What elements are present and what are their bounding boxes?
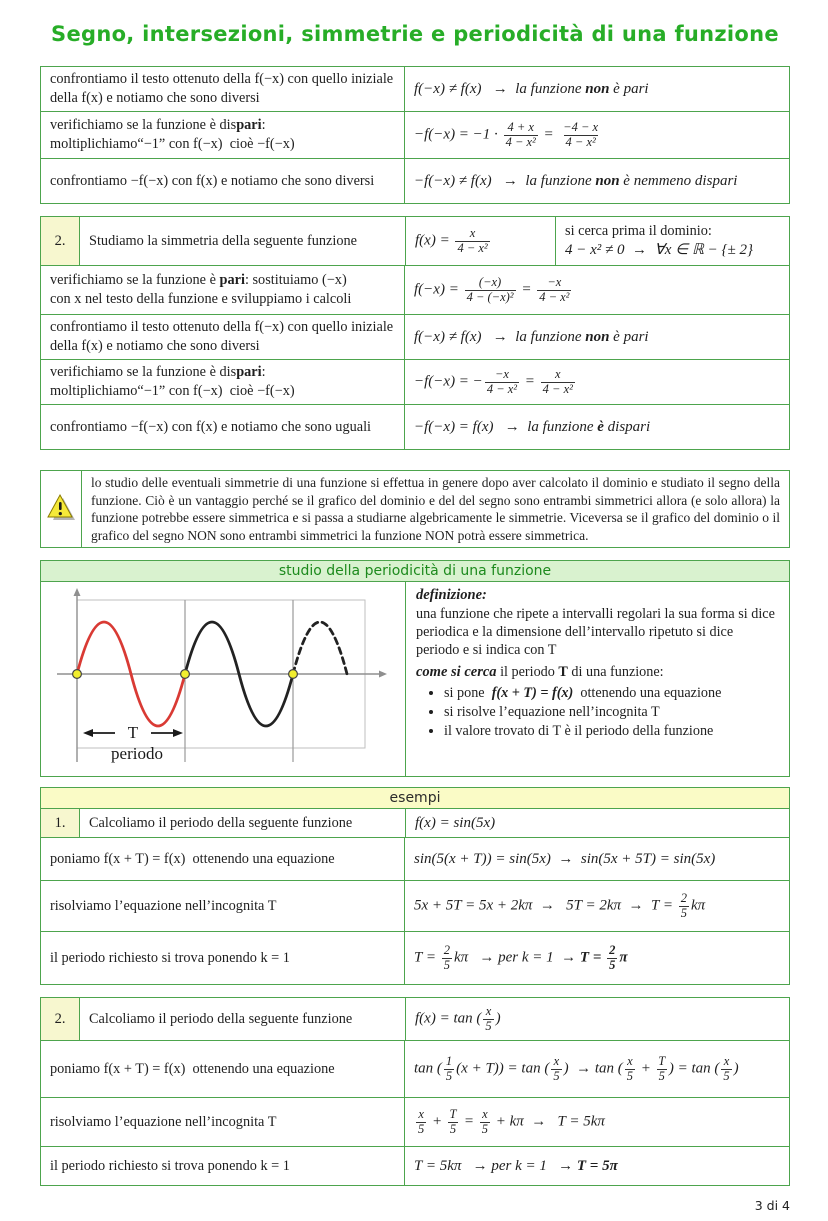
table-row xyxy=(41,217,789,265)
warning-icon xyxy=(46,493,76,526)
examples-table-2 xyxy=(40,997,790,1186)
row-label: verifichiamo se la funzione è dispari: moltiplichiamo“−1” con f(−x) cioè −f(−x) xyxy=(50,117,295,152)
page-title: Segno, intersezioni, simmetrie e periodicità di una funzione xyxy=(51,22,779,46)
examples-header: esempi xyxy=(41,788,789,808)
how-rest: il periodo T di una funzione: xyxy=(496,664,664,681)
row-formula: f(−x) = $\frac{(-x)}{\text{4 − (−x)²}}$ = $\frac{-x}{\text{4 − x²}}$ xyxy=(414,275,570,304)
row-formula: −f(−x) = f(x) → la funzione è dispari xyxy=(414,418,651,435)
how-to-find-period xyxy=(416,663,779,682)
periodicity-section xyxy=(40,560,790,777)
table-row xyxy=(41,1040,789,1097)
table-row xyxy=(41,265,789,314)
symmetry-table-continuation xyxy=(40,66,790,204)
examples-table-1 xyxy=(40,787,790,985)
list-item: • si risolve l’equazione nell’incognita T xyxy=(444,703,779,721)
periodicity-header: studio della periodicità di una funzione xyxy=(41,561,789,581)
list-item: • il valore trovato di T è il periodo della funzione xyxy=(444,722,779,740)
table-row xyxy=(41,67,789,111)
row-formula: T = 5kπ → per k = 1 → T = 5π xyxy=(414,1157,618,1174)
definition-text: una funzione che ripete a intervalli regolari la sua forma si dice periodica e la dimensione dell’intervallo ripetuto si dice periodo e si indica con T xyxy=(416,605,775,659)
task-label: Studiamo la simmetria della seguente funzione xyxy=(89,232,357,249)
periodic-function-graph xyxy=(49,586,397,772)
row-formula: T = $\frac{2}{5}$ kπ → per k = 1 → T = $\frac{2}{5}$ π xyxy=(414,943,628,972)
row-formula: −f(−x) ≠ f(x) → la funzione non è nemmeno dispari xyxy=(414,172,738,189)
row-label: poniamo f(x + T) = f(x) ottenendo una equazione xyxy=(50,850,335,867)
row-label: confrontiamo il testo ottenuto della f(−x) con quello iniziale della f(x) e notiamo che sono diversi xyxy=(50,71,397,106)
row-label: confrontiamo −f(−x) con f(x) e notiamo che sono uguali xyxy=(50,418,372,435)
table-row xyxy=(41,808,789,837)
warning-text: lo studio delle eventuali simmetrie di una funzione si effettua in genere dopo aver calcolato il dominio e studiato il segno della funzione. Ciò è un vantaggio perché se il grafico del dominio e del del segno sono entrambi simmetrici allora (e solo allora) la funzione potrebbe essere simmetrica e si passa a studiarne algebricamente le simmetrie. Viceversa se il grafico del dominio o il grafico del segno NON sono entrambi simmetrici la funzione NON potrà essere simmetrica. xyxy=(91,475,780,543)
task-formula: f(x) = sin(5x) xyxy=(415,814,496,831)
definition-heading: definizione: xyxy=(416,587,487,604)
list-item: • si pone f(x + T) = f(x) ottenendo una equazione xyxy=(444,684,779,702)
row-formula: sin(5(x + T)) = sin(5x) → sin(5x + 5T) = sin(5x) xyxy=(414,850,716,867)
example-number: 1. xyxy=(41,809,80,837)
how-lead: come si cerca xyxy=(416,664,497,681)
row-label: confrontiamo −f(−x) con f(x) e notiamo che sono diversi xyxy=(50,172,375,189)
graph-T-label: T xyxy=(127,723,139,743)
periodicity-definition xyxy=(406,582,789,776)
table-row xyxy=(41,314,789,359)
table-row xyxy=(41,404,789,449)
domain-note-line1: si cerca prima il dominio: xyxy=(565,223,712,240)
row-label: verifichiamo se la funzione è pari: sostituiamo (−x) con x nel testo della funzione e sviluppiamo i calcoli xyxy=(50,272,352,307)
row-formula: 5x + 5T = 5x + 2kπ → 5T = 2kπ → T = $\frac{2}{5}$ kπ xyxy=(414,891,706,920)
task-formula: f(x) = $\frac{x}{\text{4 − x²}}$ xyxy=(415,226,488,255)
row-label: confrontiamo il testo ottenuto della f(−x) con quello iniziale della f(x) e notiamo che sono diversi xyxy=(50,319,397,354)
task-label: Calcoliamo il periodo della seguente funzione xyxy=(89,814,353,831)
row-label: il periodo richiesto si trova ponendo k = 1 xyxy=(50,1157,290,1174)
row-label: risolviamo l’equazione nell’incognita T xyxy=(50,897,277,914)
task-formula: f(x) = tan ( $\frac{x}{5}$ ) xyxy=(415,1004,501,1033)
row-formula: −f(−x) = −1 · $\frac{4 + x}{\text{4 − x²}}$ = $\frac{-4 - x}{\text{4 − x²}}$ xyxy=(414,120,599,149)
table-row xyxy=(41,1146,789,1185)
row-formula: tan ( $\frac{1}{5}$ (x + T)) = tan ( $\frac{x}{5}$ ) → tan ( $\frac{x}{5}$ + $\frac{T}{5}$ ) = tan ( $\frac{x}{5}$ ) xyxy=(414,1054,739,1083)
row-label: verifichiamo se la funzione è dispari: moltiplichiamo“−1” con f(−x) cioè −f(−x) xyxy=(50,364,295,399)
table-row xyxy=(41,1097,789,1146)
warning-note xyxy=(40,470,790,548)
table-row xyxy=(41,111,789,158)
row-formula: $\frac{x}{5}$ + $\frac{T}{5}$ = $\frac{x}{5}$ + kπ → T = 5kπ xyxy=(418,1107,605,1136)
row-formula: f(−x) ≠ f(x) → la funzione non è pari xyxy=(414,80,649,97)
example-number: 2. xyxy=(41,998,80,1040)
task-label: Calcoliamo il periodo della seguente funzione xyxy=(89,1010,353,1027)
table-row xyxy=(41,998,789,1040)
symmetry-example-2-table xyxy=(40,216,790,450)
row-formula: f(−x) ≠ f(x) → la funzione non è pari xyxy=(414,328,649,345)
domain-note-line2: 4 − x² ≠ 0 → ∀x ∈ ℝ − {± 2} xyxy=(565,241,753,258)
row-label: risolviamo l’equazione nell’incognita T xyxy=(50,1113,277,1130)
row-label: poniamo f(x + T) = f(x) ottenendo una equazione xyxy=(50,1060,335,1077)
period-steps-list xyxy=(416,684,779,741)
row-formula: −f(−x) = − $\frac{-x}{\text{4 − x²}}$ = $\frac{x}{\text{4 − x²}}$ xyxy=(414,367,573,396)
table-row xyxy=(41,880,789,931)
table-row xyxy=(41,837,789,880)
table-row xyxy=(41,359,789,404)
table-row xyxy=(41,931,789,984)
page-number: 3 di 4 xyxy=(754,1198,790,1214)
graph-period-label: periodo xyxy=(111,744,163,764)
example-number: 2. xyxy=(41,217,80,265)
table-row xyxy=(41,158,789,203)
row-label: il periodo richiesto si trova ponendo k = 1 xyxy=(50,949,290,966)
